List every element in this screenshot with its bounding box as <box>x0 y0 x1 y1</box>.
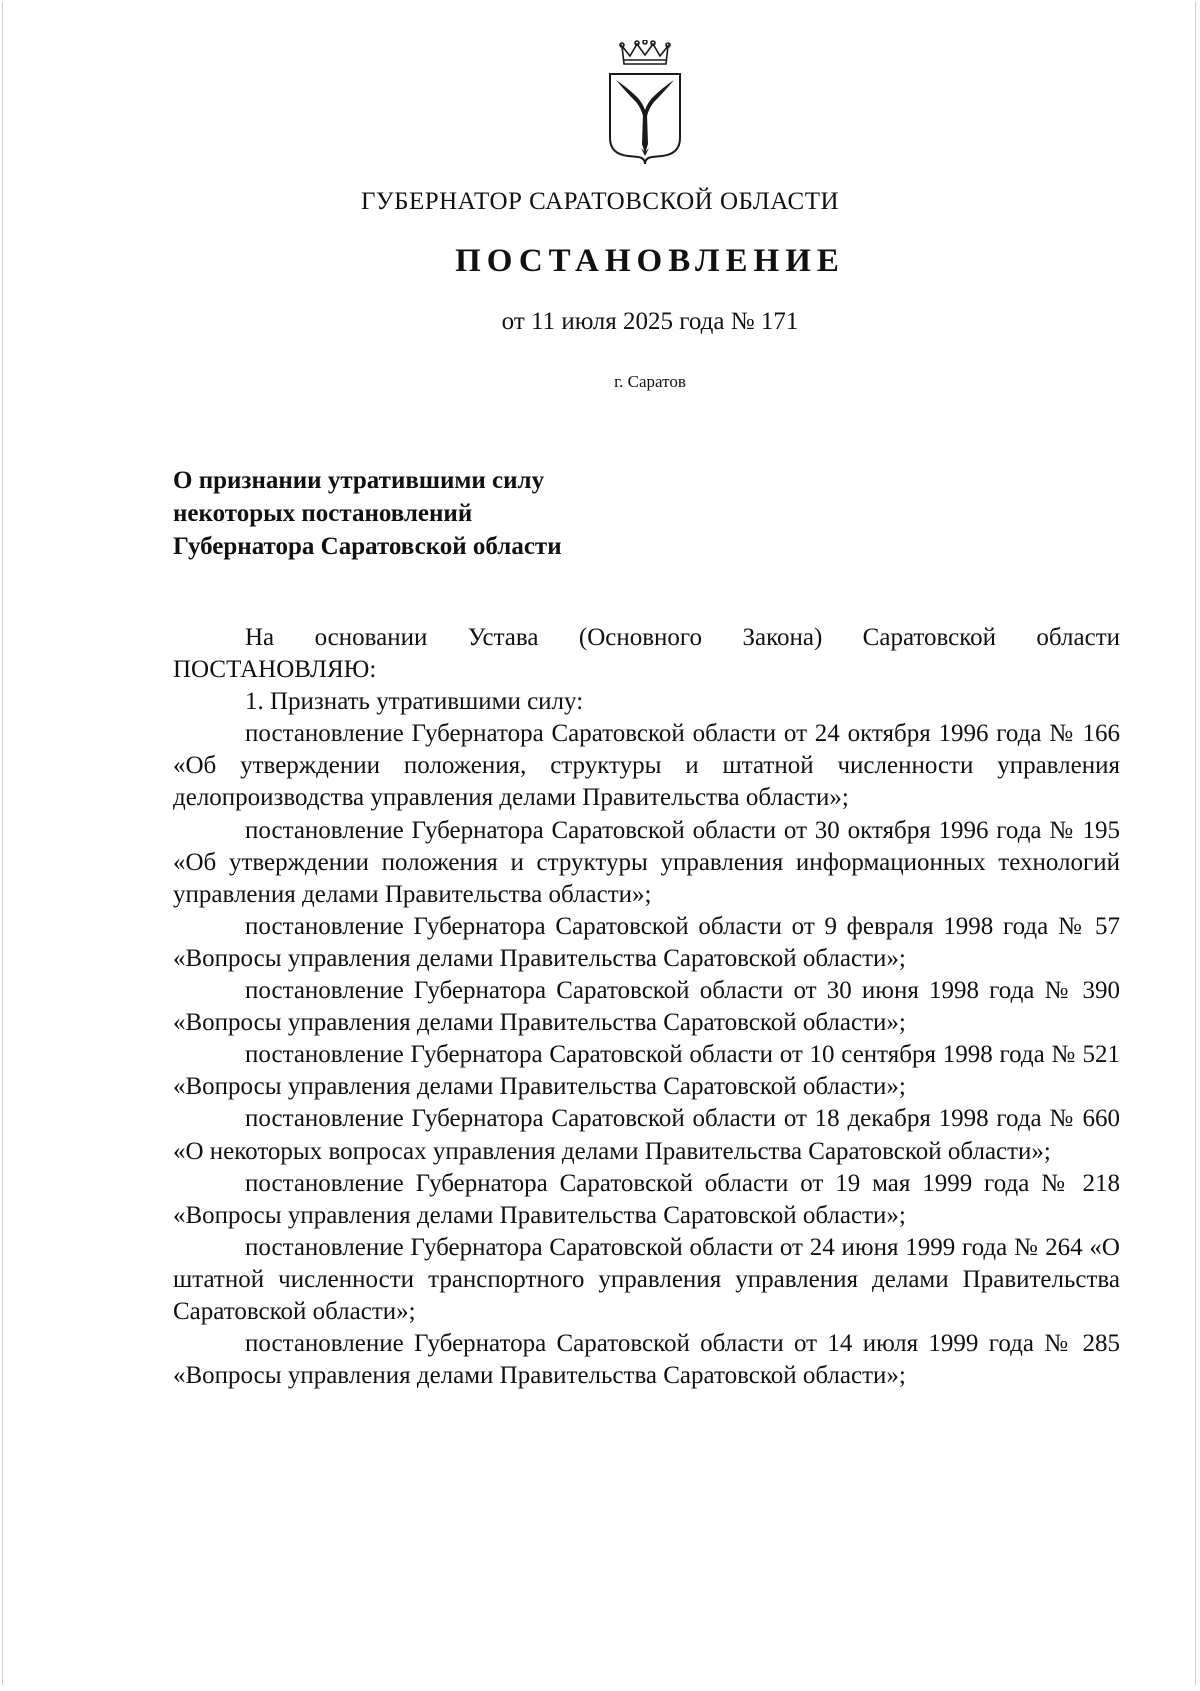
document-date-number: от 11 июля 2025 года № 171 <box>501 308 799 335</box>
document-type: ПОСТАНОВЛЕНИЕ <box>455 243 845 279</box>
subject-line: некоторых постановлений <box>173 500 473 527</box>
coat-of-arms-icon <box>600 40 690 165</box>
repealed-item: постановление Губернатора Саратовской области от 30 октября 1996 года № 195 «Об утверждении положения и структуры управления информационных технологий управления делами Правительства области»; <box>173 816 1120 908</box>
repealed-item: постановление Губернатора Саратовской области от 30 июня 1998 года № 390 «Вопросы управления делами Правительства Саратовской области»; <box>173 977 1120 1037</box>
issuing-authority: ГУБЕРНАТОР САРАТОВСКОЙ ОБЛАСТИ <box>360 188 840 215</box>
repealed-item: постановление Губернатора Саратовской области от 24 июня 1999 года № 264 «О штатной численности транспортного управления управления делами Правительства Саратовской области»; <box>173 1233 1120 1325</box>
document-subject <box>173 464 693 563</box>
basis-paragraph: На основании Устава (Основного Закона) Саратовской области ПОСТАНОВЛЯЮ: <box>173 624 1120 684</box>
point-1-paragraph: 1. Признать утратившими силу: <box>245 688 584 716</box>
repealed-item: постановление Губернатора Саратовской области от 10 сентября 1998 года № 521 «Вопросы управления делами Правительства Саратовской области»; <box>173 1041 1120 1101</box>
subject-line: О признании утратившими силу <box>173 467 545 494</box>
document-body <box>173 622 1120 1392</box>
repealed-item: постановление Губернатора Саратовской области от 24 октября 1996 года № 166 «Об утверждении положения, структуры и штатной численности управления делопроизводства управления делами Правительства области»; <box>173 720 1120 812</box>
document-city: г. Саратов <box>614 372 686 391</box>
repealed-item: постановление Губернатора Саратовской области от 9 февраля 1998 года № 57 «Вопросы управления делами Правительства Саратовской области»; <box>173 912 1120 972</box>
repealed-item: постановление Губернатора Саратовской области от 14 июля 1999 года № 285 «Вопросы управления делами Правительства Саратовской области»; <box>173 1330 1120 1390</box>
subject-line: Губернатора Саратовской области <box>173 533 562 560</box>
repealed-item: постановление Губернатора Саратовской области от 19 мая 1999 года № 218 «Вопросы управления делами Правительства Саратовской области»; <box>173 1169 1120 1229</box>
repealed-item: постановление Губернатора Саратовской области от 18 декабря 1998 года № 660 «О некоторых вопросах управления делами Правительства Саратовской области»; <box>173 1105 1120 1165</box>
